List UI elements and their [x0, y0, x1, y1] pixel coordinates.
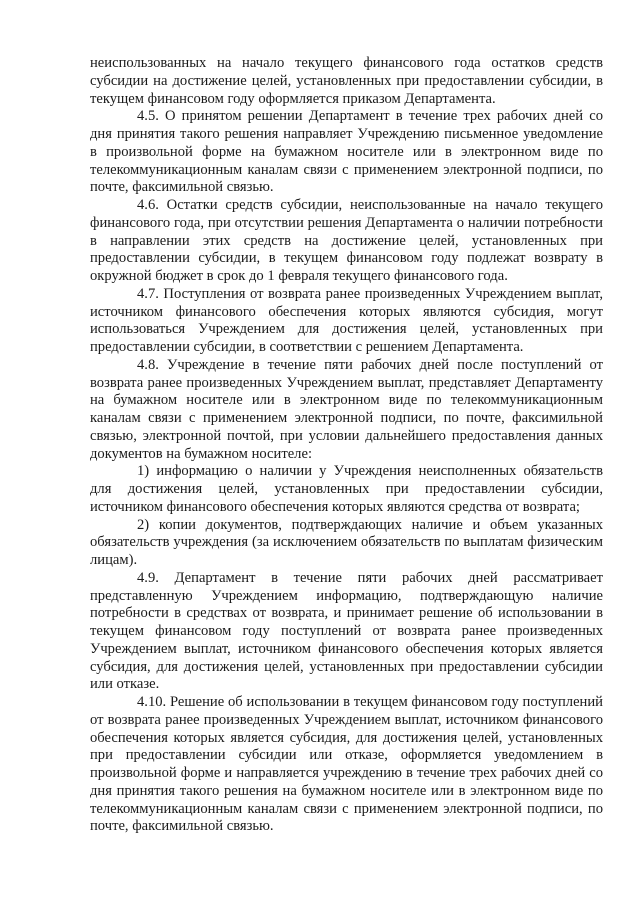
- paragraph-4-10: 4.10. Решение об использовании в текущем финансовом году поступлений от возврата ранее произведенных Учреждением выплат, источником финансового обеспечения которых является субсидия, для достижения целей, установленных при предоставлении субсидии или отказе, оформляется уведомлением в произвольной форме и направляется учреждению в течение трех рабочих дней со дня принятия такого решения на бумажном носителе или в электронном виде по телекоммуникационным каналам связи с применением электронной подписи, по почте, факсимильной связью.: [90, 694, 603, 835]
- document-page: [90, 55, 603, 836]
- paragraph-4-6: 4.6. Остатки средств субсидии, неиспользованные на начало текущего финансового года, при отсутствии решения Департамента о наличии потребности в направлении этих средств на достижение целей, установленных при предоставлении субсидии, в текущем финансовом году подлежат возврату в окружной бюджет в срок до 1 февраля текущего финансового года.: [90, 197, 603, 284]
- paragraph-4-8-item-2: 2) копии документов, подтверждающих наличие и объем указанных обязательств учреждения (за исключением обязательств по выплатам физическим лицам).: [90, 516, 603, 568]
- paragraph-4-8: 4.8. Учреждение в течение пяти рабочих дней после поступлений от возврата ранее произведенных Учреждением выплат, представляет Департаменту на бумажном носителе или в электронном виде по телекоммуникационным каналам связи с применением электронной подписи, по почте, факсимильной связью, электронной почтой, при условии дальнейшего предоставления данных документов на бумажном носителе:: [90, 356, 603, 462]
- paragraph-4-8-item-1: 1) информацию о наличии у Учреждения неисполненных обязательств для достижения целей, установленных при предоставлении субсидии, источником финансового обеспечения которых являются средства от возврата;: [90, 463, 603, 515]
- paragraph-4-5: 4.5. О принятом решении Департамент в течение трех рабочих дней со дня принятия такого решения направляет Учреждению письменное уведомление в произвольной форме на бумажном носителе или в электронном виде по телекоммуникационным каналам связи с применением электронной подписи, по почте, факсимильной связью.: [90, 108, 603, 196]
- paragraph-continuation: неиспользованных на начало текущего финансового года остатков средств субсидии на достижение целей, установленных при предоставлении субсидии, в текущем финансовом году оформляется приказом Департамента.: [90, 55, 603, 107]
- paragraph-4-9: 4.9. Департамент в течение пяти рабочих дней рассматривает представленную Учреждением информацию, подтверждающую наличие потребности в средствах от возврата, и принимает решение об использовании в текущем финансовом году поступлений от возврата ранее произведенных Учреждением выплат, источником финансового обеспечения которых является субсидия, для достижения целей, установленных при предоставлении субсидии или отказе.: [90, 569, 603, 693]
- paragraph-4-7: 4.7. Поступления от возврата ранее произведенных Учреждением выплат, источником финансового обеспечения которых являются субсидия, могут использоваться Учреждением для достижения целей, установленных при предоставлении субсидии, в соответствии с решением Департамента.: [90, 285, 603, 355]
